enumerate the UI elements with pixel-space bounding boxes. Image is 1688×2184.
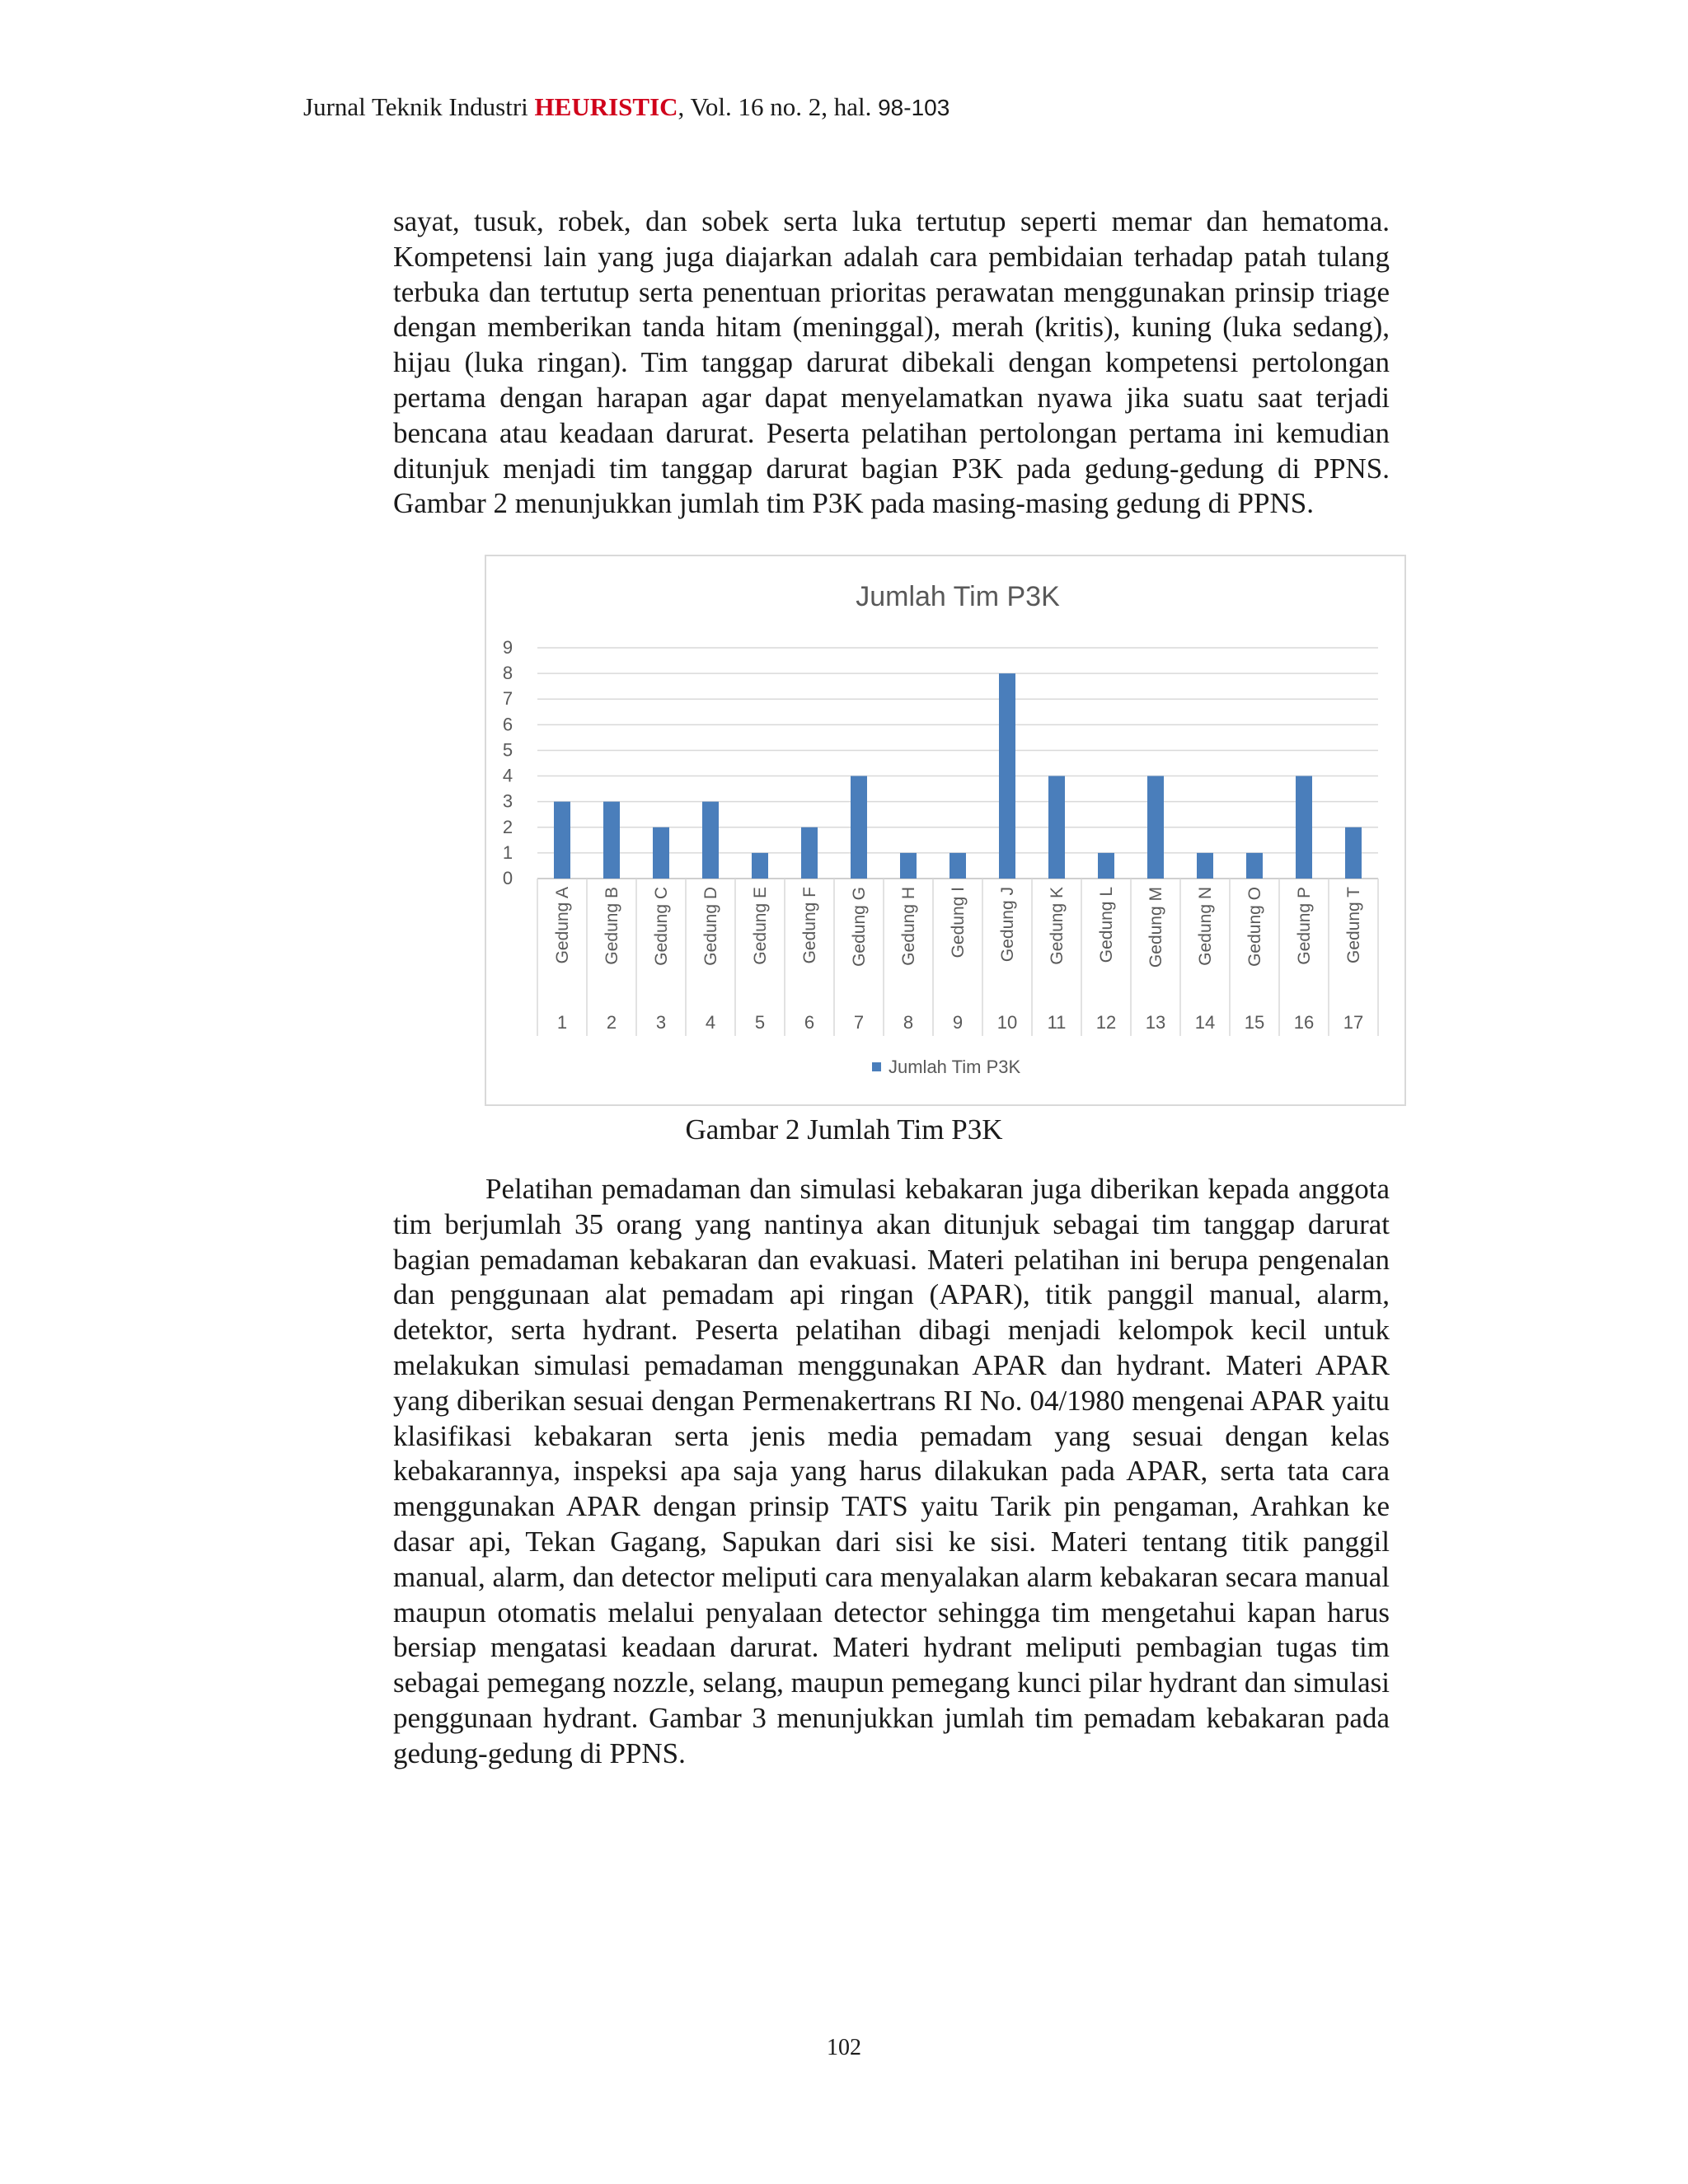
bar <box>1098 853 1114 879</box>
bar <box>1345 827 1362 879</box>
x-category-label: Gedung F <box>800 887 819 964</box>
x-category-number: 14 <box>1194 1012 1216 1033</box>
bar <box>950 853 966 879</box>
y-tick-label: 7 <box>502 688 513 710</box>
y-tick-label: 1 <box>502 841 513 863</box>
x-category-number: 6 <box>804 1012 815 1033</box>
y-tick-label: 6 <box>502 714 513 735</box>
page-number: 102 <box>827 2035 861 2060</box>
journal-prefix: Jurnal Teknik Industri <box>303 92 528 121</box>
x-category-label: Gedung M <box>1146 887 1165 968</box>
x-category-label: Gedung C <box>652 887 671 966</box>
x-category-label: Gedung B <box>603 887 621 965</box>
x-category-label: Gedung J <box>998 887 1017 963</box>
running-head <box>303 91 950 124</box>
x-category-label: Gedung P <box>1295 887 1314 965</box>
x-category-number: 2 <box>606 1012 617 1033</box>
x-category-label: Gedung H <box>899 887 918 966</box>
y-tick-label: 3 <box>502 790 513 812</box>
x-category-label: Gedung D <box>701 887 720 966</box>
x-category-number: 11 <box>1047 1012 1067 1033</box>
legend-swatch <box>872 1062 881 1071</box>
bar <box>999 673 1015 879</box>
x-category-number: 16 <box>1293 1012 1315 1033</box>
bar <box>702 802 719 879</box>
x-category-label: Gedung I <box>949 887 968 958</box>
figure-caption: Gambar 2 Jumlah Tim P3K <box>685 1113 1003 1146</box>
body-paragraph-1: sayat, tusuk, robek, dan sobek serta luka tertutup seperti memar dan hematoma. Kompetensi lain yang juga diajarkan adalah cara pembidaian terhadap patah tulang terbuka dan tertutup serta penentuan prioritas perawatan menggunakan prinsip triage dengan memberikan tanda hitam (meninggal), merah (kritis), kuning (luka sedang), hijau (luka ringan). Tim tanggap darurat dibekali dengan kompetensi pertolongan pertama dengan harapan agar dapat menyelamatkan nyawa jika suatu saat terjadi bencana atau keadaan darurat. Peserta pelatihan pertolongan pertama ini kemudian ditunjuk menjadi tim tanggap darurat bagian P3K pada gedung-gedung di PPNS. Gambar 2 menunjukkan jumlah tim P3K pada masing-masing gedung di PPNS. <box>393 205 1390 520</box>
y-tick-label: 0 <box>502 868 513 888</box>
bar-chart <box>486 556 1404 1104</box>
x-category-number: 3 <box>655 1012 667 1033</box>
bar <box>801 827 818 879</box>
y-tick-label: 9 <box>502 637 513 658</box>
y-tick-label: 4 <box>502 765 513 786</box>
x-category-number: 5 <box>754 1012 766 1033</box>
legend-label: Jumlah Tim P3K <box>889 1057 1021 1077</box>
x-category-number: 8 <box>903 1012 914 1033</box>
x-category-label: Gedung T <box>1344 887 1363 964</box>
bar <box>1197 853 1213 879</box>
bar <box>554 802 570 879</box>
x-category-label: Gedung A <box>553 887 572 964</box>
x-category-number: 15 <box>1244 1012 1265 1033</box>
journal-suffix: , Vol. 16 no. 2, hal. <box>678 92 872 121</box>
x-category-number: 7 <box>853 1012 865 1033</box>
y-tick-label: 8 <box>502 663 513 684</box>
x-category-number: 13 <box>1145 1012 1166 1033</box>
bar <box>1246 853 1263 879</box>
x-category-label: Gedung N <box>1196 887 1215 966</box>
x-category-label: Gedung E <box>751 887 770 965</box>
x-category-label: Gedung G <box>850 887 869 967</box>
x-category-number: 10 <box>996 1012 1018 1033</box>
bar <box>1048 776 1065 879</box>
x-category-number: 9 <box>952 1012 964 1033</box>
x-category-number: 4 <box>705 1012 716 1033</box>
page-range: 98-103 <box>878 95 950 120</box>
bar <box>900 853 917 879</box>
bar <box>851 776 867 879</box>
journal-brand: HEURISTIC <box>534 92 678 121</box>
bar <box>603 802 620 879</box>
bar <box>1147 776 1164 879</box>
x-category-label: Gedung K <box>1048 887 1067 965</box>
x-category-number: 12 <box>1095 1012 1117 1033</box>
bar <box>653 827 669 879</box>
x-category-number: 1 <box>556 1012 568 1033</box>
y-tick-label: 2 <box>502 816 513 837</box>
figure-2-chart <box>485 555 1406 1106</box>
body-paragraph-2: Pelatihan pemadaman dan simulasi kebakaran juga diberikan kepada anggota tim berjumlah 35 orang yang nantinya akan ditunjuk sebagai tim tanggap darurat bagian pemadaman kebakaran dan evakuasi. Materi pelatihan ini berupa pengenalan dan penggunaan alat pemadam api ringan (APAR), titik panggil manual, alarm, detektor, serta hydrant. Peserta pelatihan dibagi menjadi kelompok kecil untuk melakukan simulasi pemadaman menggunakan APAR dan hydrant. Materi APAR yang diberikan sesuai dengan Permenakertrans RI No. 04/1980 mengenai APAR yaitu klasifikasi kebakaran serta jenis media pemadam yang sesuai dengan kelas kebakarannya, inspeksi apa saja yang harus dilakukan pada APAR, serta tata cara menggunakan APAR dengan prinsip TATS yaitu Tarik pin pengaman, Arahkan ke dasar api, Tekan Gagang, Sapukan dari sisi ke sisi. Materi tentang titik panggil manual, alarm, dan detector meliputi cara menyalakan alarm kebakaran secara manual maupun otomatis melalui penyalaan detector sehingga tim mengetahui kapan harus bersiap mengatasi keadaan darurat. Materi hydrant meliputi pembagian tugas tim sebagai pemegang nozzle, selang, maupun pemegang kunci pilar hydrant dan simulasi penggunaan hydrant. Gambar 3 menunjukkan jumlah tim pemadam kebakaran pada gedung-gedung di PPNS. <box>393 1173 1390 1769</box>
chart-title: Jumlah Tim P3K <box>856 581 1060 612</box>
x-category-number: 17 <box>1343 1012 1364 1033</box>
x-category-label: Gedung L <box>1097 887 1116 963</box>
x-category-label: Gedung O <box>1245 887 1264 967</box>
bar <box>1296 776 1312 879</box>
y-tick-label: 5 <box>502 739 513 761</box>
bar <box>752 853 768 879</box>
